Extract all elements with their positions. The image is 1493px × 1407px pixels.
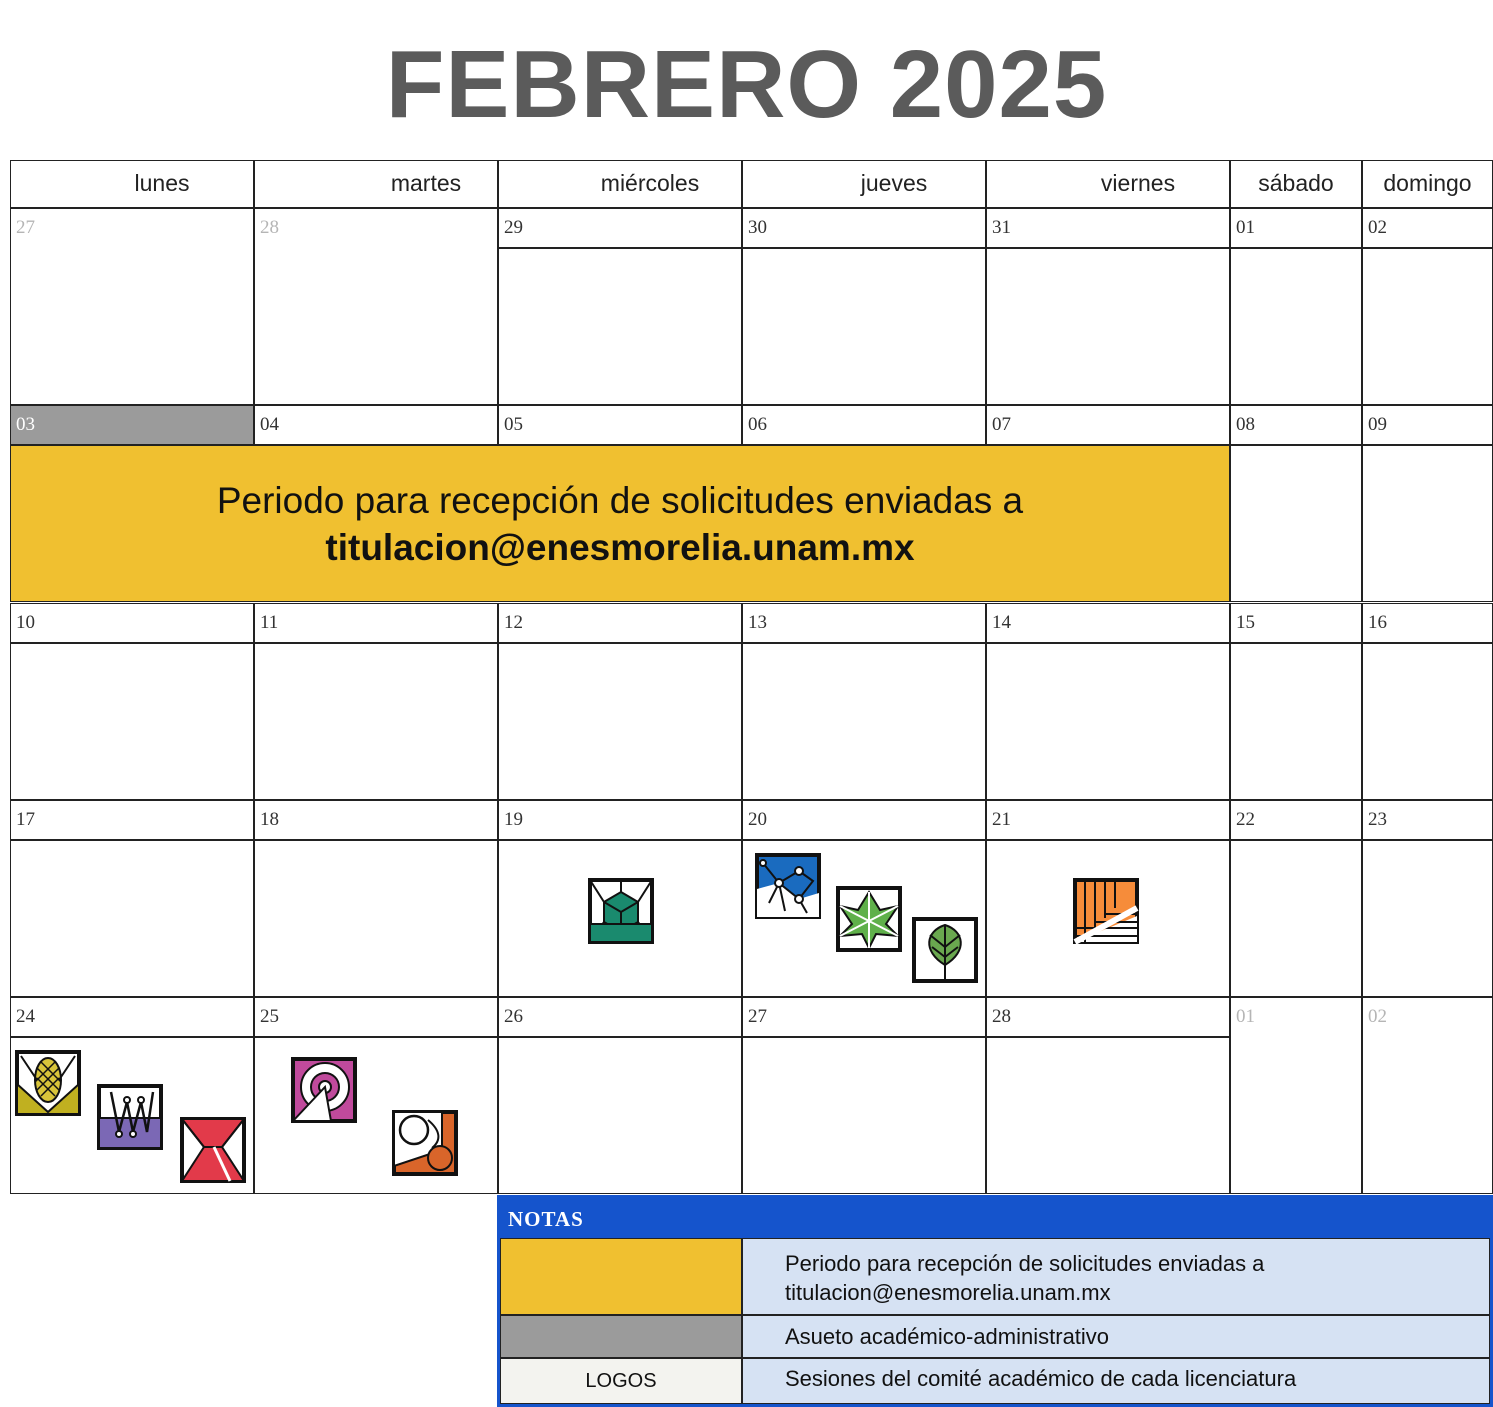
page-title: FEBRERO 2025 <box>385 31 1108 138</box>
day-number: 08 <box>1230 405 1362 445</box>
day-number: 18 <box>254 800 498 840</box>
day-body[interactable] <box>498 643 742 800</box>
day-number: 24 <box>10 997 254 1037</box>
day-number: 15 <box>1230 603 1362 643</box>
day-number: 12 <box>498 603 742 643</box>
weekday-header-6: domingo <box>1362 160 1493 208</box>
day-number: 21 <box>986 800 1230 840</box>
day-body[interactable] <box>10 643 254 800</box>
note-logos-label: LOGOS <box>500 1358 742 1404</box>
day-body[interactable] <box>986 643 1230 800</box>
day-number: 01 <box>1236 1006 1255 1027</box>
note-swatch-gray <box>500 1315 742 1358</box>
day-cell[interactable] <box>1230 997 1362 1194</box>
day-number: 10 <box>10 603 254 643</box>
day-number: 06 <box>742 405 986 445</box>
day-number: 09 <box>1362 405 1493 445</box>
day-number: 03 <box>10 405 254 445</box>
day-body[interactable] <box>1362 840 1493 997</box>
day-number: 29 <box>498 208 742 248</box>
day-body[interactable] <box>254 840 498 997</box>
day-body[interactable] <box>1230 445 1362 602</box>
day-body[interactable] <box>742 248 986 405</box>
day-body[interactable] <box>1230 248 1362 405</box>
weekday-header-4: viernes <box>986 160 1230 208</box>
stripes-orange-logo-icon <box>1073 878 1139 944</box>
day-number: 17 <box>10 800 254 840</box>
day-body[interactable] <box>498 1037 742 1194</box>
day-number: 26 <box>498 997 742 1037</box>
note-text: Asueto académico-administrativo <box>742 1315 1490 1358</box>
day-number: 30 <box>742 208 986 248</box>
day-number: 13 <box>742 603 986 643</box>
day-body[interactable] <box>742 1037 986 1194</box>
weekday-header-1: martes <box>254 160 498 208</box>
day-number: 04 <box>254 405 498 445</box>
note-row-logos <box>500 1358 1490 1404</box>
note-swatch-yellow <box>500 1238 742 1315</box>
note-text: Sesiones del comité académico de cada licenciatura <box>742 1358 1490 1404</box>
hourglass-red-logo-icon <box>180 1117 246 1183</box>
day-body[interactable] <box>986 1037 1230 1194</box>
day-body[interactable] <box>1230 840 1362 997</box>
note-row-event <box>500 1238 1490 1315</box>
day-number: 01 <box>1230 208 1362 248</box>
weekday-header-3: jueves <box>742 160 986 208</box>
circles-orange-logo-icon <box>392 1110 458 1176</box>
note-email: titulacion@enesmorelia.unam.mx <box>785 1280 1111 1305</box>
tree-green-logo-icon <box>912 917 978 983</box>
day-number: 27 <box>742 997 986 1037</box>
day-number: 27 <box>16 217 35 238</box>
day-number: 16 <box>1362 603 1493 643</box>
day-number: 31 <box>986 208 1230 248</box>
day-number: 02 <box>1368 1006 1387 1027</box>
weekday-header-5: sábado <box>1230 160 1362 208</box>
day-number: 28 <box>260 217 279 238</box>
day-body[interactable] <box>742 643 986 800</box>
day-number: 14 <box>986 603 1230 643</box>
leaf-green-logo-icon <box>836 886 902 952</box>
day-cell[interactable] <box>254 208 498 405</box>
day-body[interactable] <box>1362 445 1493 602</box>
corn-olive-logo-icon <box>15 1050 81 1116</box>
weekday-header-0: lunes <box>10 160 254 208</box>
notes-header: NOTAS <box>508 1207 584 1231</box>
day-number: 02 <box>1362 208 1493 248</box>
day-number: 11 <box>254 603 498 643</box>
day-body[interactable] <box>986 248 1230 405</box>
day-body[interactable] <box>254 643 498 800</box>
note-text: Periodo para recepción de solicitudes enviadas a <box>785 1251 1265 1276</box>
calendar-grid <box>10 160 1493 1195</box>
day-number: 25 <box>254 997 498 1037</box>
network-blue-logo-icon <box>755 853 821 919</box>
day-body[interactable] <box>1362 248 1493 405</box>
day-body[interactable] <box>498 248 742 405</box>
event-banner[interactable] <box>10 445 1230 602</box>
day-body[interactable] <box>10 840 254 997</box>
day-body[interactable] <box>1230 643 1362 800</box>
day-number: 07 <box>986 405 1230 445</box>
day-number: 28 <box>986 997 1230 1037</box>
spiral-magenta-logo-icon <box>291 1057 357 1123</box>
event-email: titulacion@enesmorelia.unam.mx <box>325 527 915 568</box>
geometry-hexagon-teal-logo-icon <box>588 878 654 944</box>
day-number: 23 <box>1362 800 1493 840</box>
day-cell[interactable] <box>1362 997 1493 1194</box>
event-text: Periodo para recepción de solicitudes enviadas a <box>216 480 1024 521</box>
day-number: 05 <box>498 405 742 445</box>
day-cell[interactable] <box>10 208 254 405</box>
weekday-header-2: miércoles <box>498 160 742 208</box>
note-row-holiday <box>500 1315 1490 1358</box>
notes-panel <box>497 1195 1493 1407</box>
day-number: 19 <box>498 800 742 840</box>
day-number: 22 <box>1230 800 1362 840</box>
day-body[interactable] <box>1362 643 1493 800</box>
day-number: 20 <box>742 800 986 840</box>
crown-purple-logo-icon <box>97 1084 163 1150</box>
